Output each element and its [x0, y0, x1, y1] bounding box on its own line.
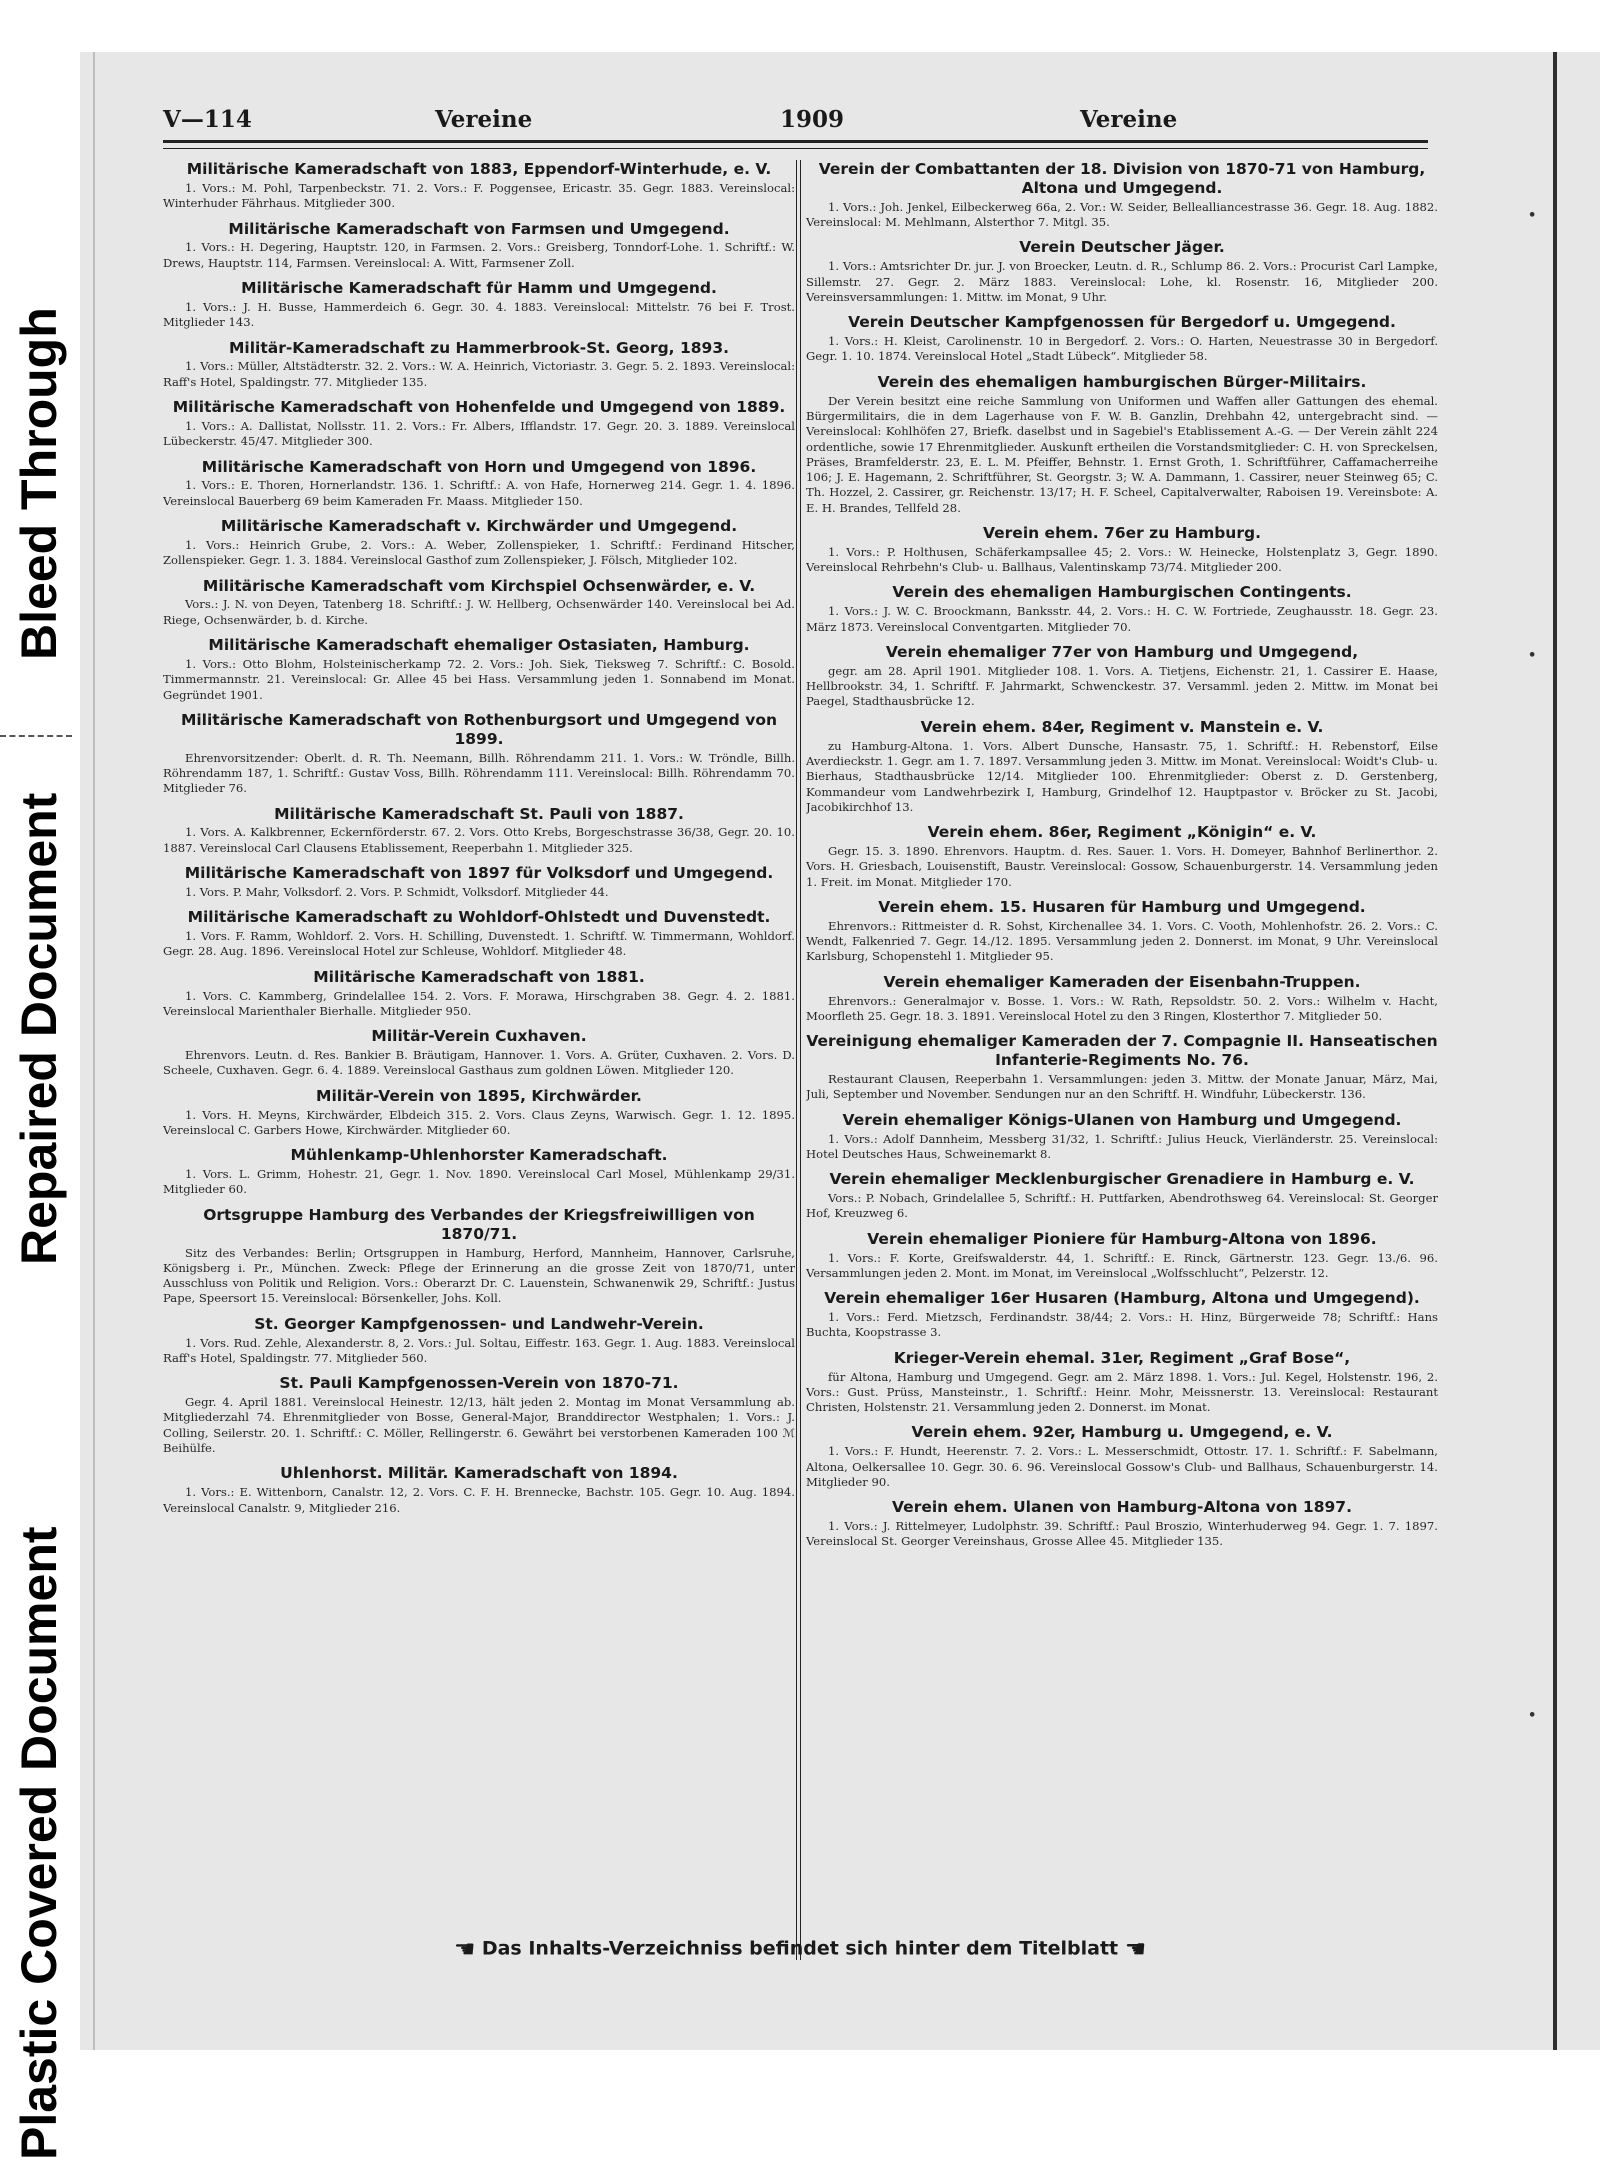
- entry-title: Militärische Kameradschaft von 1897 für Volksdorf und Umgegend.: [184, 864, 774, 882]
- entry-body: 1. Vors.: E. Wittenborn, Canalstr. 12, 2. Vors. C. F. H. Brennecke, Bachstr. 105. Gegr. 10. Aug. 1894. Vereinslocal Canalstr. 9, Mitglieder 216.: [163, 1485, 795, 1515]
- entry-title: Mühlenkamp-Uhlenhorster Kameradschaft.: [290, 1146, 668, 1165]
- entry-title: Militärische Kameradschaft von Horn und Umgegend von 1896.: [201, 457, 757, 476]
- entry-title: Ortsgruppe Hamburg des Verbandes der Kriegsfreiwilligen von 1870/71.: [203, 1205, 755, 1243]
- entry-body: 1. Vors.: Joh. Jenkel, Eilbeckerweg 66a, 2. Vor.: W. Seider, Bellealliancestrasse 36. Gegr. 18. Aug. 1882. Vereinslocal: M. Mehlmann, Alsterthor 7. Mitgl. 35.: [806, 199, 1438, 230]
- entry-title: Verein ehemaliger Mecklenburgischer Grenadiere in Hamburg e. V.: [829, 1170, 1415, 1189]
- entry-body: 1. Vors.: H. Degering, Hauptstr. 120, in Farmsen. 2. Vors.: Greisberg, Tonndorf-Lohe. 1. Schriftf.: W. Drews, Hauptstr. 114, Farmsen. Vereinslocal: A. Witt, Farmsener Zoll.: [163, 240, 795, 270]
- entry-title: Verein des ehemaligen Hamburgischen Contingents.: [892, 583, 1352, 602]
- directory-entry: [163, 1087, 795, 1139]
- entry-body: Gegr. 15. 3. 1890. Ehrenvors. Hauptm. d. Res. Sauer. 1. Vors. H. Domeyer, Bahnhof Berlinerthor. 2. Vors. H. Griesbach, Louisenstift, Baustr. Vereinslocal: Gossow, Schauenburgerstr. 14. Versammlung jeden 1. Freit. im Monat. Mitglieder 170.: [806, 844, 1438, 889]
- directory-entry: [806, 1423, 1438, 1490]
- entry-body: 1. Vors.: J. W. C. Broockmann, Banksstr. 44, 2. Vors.: H. C. W. Fortriede, Zeughausstr. 18. Gegr. 23. März 1873. Vereinslocal Conventgarten. Mitglieder 70.: [806, 604, 1438, 634]
- entry-title: Militärische Kameradschaft zu Wohldorf-Ohlstedt und Duvenstedt.: [187, 908, 771, 927]
- entry-title: Militärische Kameradschaft von Farmsen und Umgegend.: [228, 219, 730, 238]
- entry-body: Ehrenvors.: Generalmajor v. Bosse. 1. Vors.: W. Rath, Repsoldstr. 50. 2. Vors.: Wilhelm v. Hacht, Moorfleth 25. Gegr. 18. 3. 1891. Vereinslocal Hotel zu den 3 Ringen, Klosterthor 7. Mitglieder 50.: [806, 993, 1438, 1023]
- entry-title: Verein ehem. 84er, Regiment v. Manstein e. V.: [920, 717, 1324, 736]
- directory-entry: [163, 160, 795, 212]
- entry-title: Verein ehem. 86er, Regiment „Königin“ e. V.: [927, 823, 1317, 842]
- running-title-left: Vereine: [435, 106, 533, 133]
- entry-title: St. Georger Kampfgenossen- und Landwehr-Verein.: [254, 1314, 704, 1333]
- entry-body: 1. Vors. P. Mahr, Volksdorf. 2. Vors. P. Schmidt, Volksdorf. Mitglieder 44.: [185, 884, 609, 899]
- page-number: V—114: [163, 106, 252, 133]
- directory-entry: [163, 339, 795, 391]
- entry-title: Verein Deutscher Jäger.: [1019, 238, 1225, 257]
- entry-body: 1. Vors.: M. Pohl, Tarpenbeckstr. 71. 2. Vors.: F. Poggensee, Ericastr. 35. Gegr. 1883. Vereinslocal: Winterhuder Fährhaus. Mitglieder 300.: [163, 180, 795, 211]
- entry-body: 1. Vors.: J. Rittelmeyer, Ludolphstr. 39. Schriftf.: Paul Broszio, Winterhuderweg 94. Gegr. 1. 7. 1897. Vereinslocal St. Georger Vereinshaus, Grosse Allee 45. Mitglieder 135.: [806, 1519, 1438, 1549]
- header-rule: [163, 140, 1428, 149]
- directory-entry: [806, 643, 1438, 710]
- entry-body: Vors.: P. Nobach, Grindelallee 5, Schriftf.: H. Puttfarken, Abendrothsweg 64. Vereinslocal: St. Georger Hof, Kreuzweg 6.: [806, 1191, 1438, 1221]
- stamp-bleed-through: Bleed Through: [11, 307, 67, 660]
- directory-entry: [806, 160, 1438, 230]
- scan-edge-left: [93, 52, 95, 2050]
- entry-body: 1. Vors.: F. Hundt, Heerenstr. 7. 2. Vors.: L. Messerschmidt, Ottostr. 17. 1. Schriftf.: F. Sabelmann, Altona, Oelkersallee 10. Gegr. 30. 6. 96. Vereinslocal Gossow's Club- und Ballhaus, Schauenburgerstr. 14. Mitglieder 90.: [806, 1444, 1438, 1489]
- entry-title: Militärische Kameradschaft von Hohenfelde und Umgegend von 1889.: [172, 398, 786, 416]
- entry-title: Verein ehem. Ulanen von Hamburg-Altona von 1897.: [892, 1498, 1352, 1517]
- entry-title: Verein ehem. 15. Husaren für Hamburg und Umgegend.: [878, 897, 1366, 916]
- directory-entry: [163, 1146, 795, 1198]
- entry-title: Militärische Kameradschaft vom Kirchspiel Ochsenwärder, e. V.: [202, 576, 756, 595]
- directory-entry: [163, 279, 795, 331]
- directory-entry: [163, 1464, 795, 1516]
- margin-marks: [1528, 208, 1548, 1908]
- directory-entry: [806, 823, 1438, 890]
- directory-entry: [163, 458, 795, 510]
- entry-body: 1. Vors.: Ferd. Mietzsch, Ferdinandstr. 38/44; 2. Vors.: H. Hinz, Bürgerweide 78; Schriftf.: Hans Buchta, Koopstrasse 3.: [806, 1310, 1438, 1340]
- right-column: [806, 160, 1438, 1960]
- directory-entry: [163, 577, 795, 629]
- entry-body: 1. Vors. A. Kalkbrenner, Eckernförderstr. 67. 2. Vors. Otto Krebs, Borgeschstrasse 36/38, Gegr. 20. 10. 1887. Vereinslocal Carl Clausens Etablissement, Reeperbahn 1. Mitglieder 325.: [163, 825, 795, 855]
- footer-note: [390, 1935, 1210, 1971]
- directory-entry: [163, 968, 795, 1020]
- entry-title: Verein Deutscher Kampfgenossen für Bergedorf u. Umgegend.: [848, 313, 1396, 332]
- entry-body: 1. Vors.: Otto Blohm, Holsteinischerkamp 72. 2. Vors.: Joh. Siek, Tieksweg 7. Schriftf.: C. Bosold. Timmermannstr. 21. Vereinslocal: Gr. Allee 45 bei Hass. Versammlung jeden 1. Sonnabend im Monat. Gegründet 1901.: [163, 656, 795, 702]
- entry-title: Militärische Kameradschaft ehemaliger Ostasiaten, Hamburg.: [208, 636, 750, 654]
- entry-body: 1. Vors. L. Grimm, Hohestr. 21, Gegr. 1. Nov. 1890. Vereinslocal Carl Mosel, Mühlenkamp 29/31. Mitglieder 60.: [163, 1167, 795, 1197]
- entry-title: Verein ehemaliger 77er von Hamburg und Umgegend,: [885, 642, 1359, 661]
- margin-mark: •: [1528, 648, 1537, 663]
- entry-title: Verein ehemaliger Pioniere für Hamburg-Altona von 1896.: [867, 1229, 1377, 1248]
- directory-entry: [163, 805, 795, 857]
- entry-title: Militärische Kameradschaft von 1883, Eppendorf-Winterhude, e. V.: [186, 160, 772, 178]
- entry-body: 1. Vors. Rud. Zehle, Alexanderstr. 8, 2. Vors.: Jul. Soltau, Eiffestr. 163. Gegr. 1. Aug. 1883. Vereinslocal Raff's Hotel, Spaldingstr. 77. Mitglieder 560.: [163, 1335, 795, 1365]
- directory-entry: [806, 1289, 1438, 1341]
- directory-entry: [806, 718, 1438, 815]
- directory-entry: [806, 1498, 1438, 1550]
- directory-entry: [806, 1170, 1438, 1222]
- entry-title: St. Pauli Kampfgenossen-Verein von 1870-71.: [279, 1374, 679, 1393]
- scan-edge-right: [1553, 52, 1557, 2050]
- entry-title: Militärische Kameradschaft von 1881.: [313, 967, 645, 986]
- directory-entry: [806, 238, 1438, 305]
- entry-title: Uhlenhorst. Militär. Kameradschaft von 1894.: [280, 1464, 678, 1483]
- entry-body: Restaurant Clausen, Reeperbahn 1. Versammlungen: jeden 3. Mittw. der Monate Januar, März, Mai, Juli, September und November. Sendungen nur an den Schriftf. H. Windfuhr, Lübeckerstr. 136.: [806, 1072, 1438, 1102]
- directory-entry: [806, 1032, 1438, 1102]
- footer-text: Das Inhalts-Verzeichniss befindet sich hinter dem Titelblatt: [481, 1937, 1119, 1960]
- stamp-plastic-covered: Plastic Covered Document: [11, 1526, 67, 2160]
- directory-entry: [163, 1374, 795, 1456]
- margin-mark: •: [1528, 208, 1537, 223]
- entry-body: zu Hamburg-Altona. 1. Vors. Albert Dunsche, Hansastr. 75, 1. Schriftf.: H. Rebenstorf, Eilse Averdieckstr. 1. Gegr. am 1. 7. 1897. Versammlung jeden 3. Mittw. im Monat. Vereinslocal: Woidt's Club- u. Bierhaus, Stadthausbrücke 12/14. Mitglieder 100. Ehrenmitglieder: Oberst z. D. Gerstenberg, Kommandeur vom Landwehrbezirk I, Hamburg, Grindelhof 12. Hauptpastor v. Bröcker zu St. Jacobi, Jacobikirchhof 13.: [806, 738, 1438, 814]
- directory-entry: [163, 517, 795, 569]
- entry-body: 1. Vors. F. Ramm, Wohldorf. 2. Vors. H. Schilling, Duvenstedt. 1. Schriftf. W. Timmermann, Wohldorf. Gegr. 28. Aug. 1896. Vereinslocal Hotel zur Schleuse, Wohldorf. Mitglieder 48.: [163, 929, 795, 959]
- entry-body: 1. Vors. H. Meyns, Kirchwärder, Elbdeich 315. 2. Vors. Claus Zeyns, Warwisch. Gegr. 1. 12. 1895. Vereinslocal C. Garbers Howe, Kirchwärder. Mitglieder 60.: [163, 1107, 795, 1137]
- entry-body: 1. Vors.: E. Thoren, Hornerlandstr. 136. 1. Schriftf.: A. von Hafe, Hornerweg 214. Gegr. 1. 4. 1896. Vereinslocal Bauerberg 69 beim Kameraden Fr. Maass. Mitglieder 150.: [163, 478, 795, 508]
- entry-body: 1. Vors.: Amtsrichter Dr. jur. J. von Broecker, Leutn. d. R., Schlump 86. 2. Vors.: Procurist Carl Lampke, Sillemstr. 27. Gegr. 2. März 1883. Vereinslocal: Lohe, kl. Rosenstr. 16, Mitglieder 200. Vereinsversammlungen: 1. Mittw. im Monat, 9 Uhr.: [806, 259, 1438, 304]
- entry-title: Verein ehem. 76er zu Hamburg.: [983, 523, 1261, 542]
- column-divider: [796, 160, 801, 1960]
- entry-title: Verein ehemaliger Königs-Ulanen von Hamburg und Umgegend.: [842, 1110, 1402, 1129]
- directory-entry: [163, 398, 795, 450]
- entry-title: Verein ehemaliger 16er Husaren (Hamburg, Altona und Umgegend).: [824, 1289, 1420, 1308]
- entry-title: Verein ehemaliger Kameraden der Eisenbahn-Truppen.: [883, 972, 1361, 991]
- directory-entry: [806, 898, 1438, 965]
- entry-title: Militär-Kameradschaft zu Hammerbrook-St. Georg, 1893.: [228, 338, 729, 357]
- entry-title: Vereinigung ehemaliger Kameraden der 7. Compagnie II. Hanseatischen Infanterie-Regiments No. 76.: [806, 1032, 1438, 1070]
- entry-body: 1. Vors.: F. Korte, Greifswalderstr. 44, 1. Schriftf.: E. Rinck, Gärtnerstr. 123. Gegr. 13./6. 96. Versammlungen jeden 2. Mont. im Monat, im Vereinslocal „Wolfsschlucht“, Pelzerstr. 12.: [806, 1250, 1438, 1280]
- entry-title: Militärische Kameradschaft St. Pauli von 1887.: [274, 804, 684, 823]
- directory-entry: [163, 1315, 795, 1367]
- directory-entry: [163, 636, 795, 703]
- directory-entry: [806, 1349, 1438, 1416]
- entry-title: Krieger-Verein ehemal. 31er, Regiment „Graf Bose“,: [893, 1348, 1351, 1367]
- entry-body: 1. Vors.: P. Holthusen, Schäferkampsallee 45; 2. Vors.: W. Heinecke, Holstenplatz 3, Gegr. 1890. Vereinslocal Rehrbehn's Club- u. Ballhaus, Valentinskamp 73/74. Mitglieder 200.: [806, 544, 1438, 575]
- entry-body: gegr. am 28. April 1901. Mitglieder 108. 1. Vors. A. Tietjens, Eichenstr. 21, 1. Cassirer E. Haase, Hellbrookstr. 34, 1. Schriftf. F. Jahrmarkt, Schwenckestr. 37. Versamml. jeden 2. Mittw. im Monat bei Paegel, Stadthausbrücke 12.: [806, 663, 1438, 709]
- directory-entry: [806, 1230, 1438, 1282]
- entry-body: 1. Vors. C. Kammberg, Grindelallee 154. 2. Vors. F. Morawa, Hirschgraben 38. Gegr. 4. 2. 1881. Vereinslocal Marienthaler Bierhalle. Mitglieder 950.: [163, 988, 795, 1018]
- entry-body: 1. Vors.: Heinrich Grube, 2. Vors.: A. Weber, Zollenspieker, 1. Schriftf.: Ferdinand Hitscher, Zollenspieker. Gegr. 1. 3. 1884. Vereinslocal Gasthof zum Zollenspieker, J. Fölsch, Mitglieder 102.: [163, 537, 795, 568]
- directory-entry: [163, 1206, 795, 1307]
- directory-entry: [806, 583, 1438, 635]
- directory-entry: [806, 1111, 1438, 1163]
- entry-title: Militär-Verein von 1895, Kirchwärder.: [316, 1086, 642, 1105]
- directory-entry: [806, 524, 1438, 576]
- directory-entry: [163, 711, 795, 797]
- margin-mark: •: [1528, 1708, 1537, 1723]
- left-column: [163, 160, 795, 1960]
- directory-entry: [163, 908, 795, 960]
- directory-entry: [163, 220, 795, 272]
- pointing-hand-left-icon: ☚: [1124, 1935, 1147, 1963]
- entry-title: Militärische Kameradschaft von Rothenburgsort und Umgegend von 1899.: [180, 710, 778, 748]
- directory-entry: [163, 1027, 795, 1079]
- entry-body: Ehrenvors.: Rittmeister d. R. Sohst, Kirchenallee 34. 1. Vors. C. Vooth, Mohlenhofstr. 26. 2. Vors.: C. Wendt, Falkenried 7. Gegr. 14./12. 1895. Versammlung jeden 2. Donnerst. im Monat, 9 Uhr. Vereinslocal Karlsburg, Schopenstehl 1. Mitglieder 95.: [806, 918, 1438, 964]
- entry-body: 1. Vors.: H. Kleist, Carolinenstr. 10 in Bergedorf. 2. Vors.: O. Harten, Neuestrasse 30 in Bergedorf. Gegr. 1. 10. 1874. Vereinslocal Hotel „Stadt Lübeck“. Mitglieder 58.: [806, 334, 1438, 364]
- entry-body: 1. Vors.: A. Dallistat, Nollsstr. 11. 2. Vors.: Fr. Albers, Ifflandstr. 17. Gegr. 20. 3. 1889. Vereinslocal Lübeckerstr. 45/47. Mitglieder 300.: [163, 418, 795, 449]
- pointing-hand-right-icon: ☛: [453, 1935, 476, 1963]
- entry-body: für Altona, Hamburg und Umgegend. Gegr. am 2. März 1898. 1. Vors.: Jul. Kegel, Holstenstr. 196, 2. Vors.: Gust. Prüss, Mansteinstr., 1. Schriftf.: Heinr. Mohr, Meissnerstr. 13. Vereinslocal: Restaurant Christen, Holstenstr. 21. Versammlung jeden 2. Donnerst. im Monat.: [806, 1369, 1438, 1415]
- directory-entry: [806, 973, 1438, 1025]
- entry-title: Militärische Kameradschaft für Hamm und Umgegend.: [241, 279, 717, 297]
- directory-entry: [806, 373, 1438, 516]
- entry-body: 1. Vors.: Müller, Altstädterstr. 32. 2. Vors.: W. A. Heinrich, Victoriastr. 3. Gegr. 5. 2. 1893. Vereinslocal: Raff's Hotel, Spaldingstr. 77. Mitglieder 135.: [163, 359, 795, 389]
- entry-title: Verein des ehemaligen hamburgischen Bürger-Militairs.: [877, 372, 1367, 391]
- directory-entry: [806, 313, 1438, 365]
- entry-title: Militärische Kameradschaft v. Kirchwärder und Umgegend.: [220, 517, 738, 535]
- entry-body: Ehrenvorsitzender: Oberlt. d. R. Th. Neemann, Billh. Röhrendamm 211. 1. Vors.: W. Tröndle, Billh. Röhrendamm 187, 1. Schriftf.: Gustav Voss, Billh. Röhrendamm 111. Vereinslocal: Billh. Röhrendamm 70. Mitglieder 76.: [163, 750, 795, 796]
- entry-title: Militär-Verein Cuxhaven.: [371, 1027, 587, 1046]
- entry-body: Gegr. 4. April 1881. Vereinslocal Heinestr. 12/13, hält jeden 2. Montag im Monat Versammlung ab. Mitgliederzahl 74. Ehrenmitglieder von Bosse, General-Major, Branddirector Westphalen; 1. Vors.: J. Colling, Seilerstr. 20. 1. Schriftf.: C. Möller, Rellingerstr. 6. Gewährt bei verstorbenen Kameraden 100 ℳ Beihülfe.: [163, 1395, 795, 1455]
- entry-body: 1. Vors.: J. H. Busse, Hammerdeich 6. Gegr. 30. 4. 1883. Vereinslocal: Mittelstr. 76 bei F. Trost. Mitglieder 143.: [163, 299, 795, 330]
- entry-body: 1. Vors.: Adolf Dannheim, Messberg 31/32, 1. Schriftf.: Julius Heuck, Vierländerstr. 25. Vereinslocal: Hotel Deutsches Haus, Schweinemarkt 8.: [806, 1131, 1438, 1161]
- archival-side-stamp: [0, 0, 72, 2177]
- entry-body: Ehrenvors. Leutn. d. Res. Bankier B. Bräutigam, Hannover. 1. Vors. A. Grüter, Cuxhaven. 2. Vors. D. Scheele, Cuxhaven. Gegr. 6. 4. 1889. Vereinslocal Gasthaus zum goldnen Löwen. Mitglieder 120.: [163, 1048, 795, 1078]
- entry-body: Sitz des Verbandes: Berlin; Ortsgruppen in Hamburg, Herford, Mannheim, Hannover, Carlsruhe, Königsberg i. Pr., München. Zweck: Pflege der Erinnerung an die grosse Zeit von 1870/71, unter Ausschluss von Politik und Religion. Vors.: Oberarzt Dr. C. Lauenstein, Schwanenwik 29, Schriftf.: Justus Pape, Speersort 15. Vereinslocal: Börsenkeller, Johs. Koll.: [163, 1245, 795, 1306]
- entry-title: Verein der Combattanten der 18. Division von 1870-71 von Hamburg, Altona und Umgegend.: [818, 160, 1426, 197]
- stamp-divider: [0, 735, 72, 737]
- directory-entry: [163, 864, 795, 900]
- stamp-repaired-document: Repaired Document: [11, 792, 67, 1265]
- entry-body: Der Verein besitzt eine reiche Sammlung von Uniformen und Waffen aller Gattungen des ehemal. Bürgermilitairs, die in dem Lagerhause von F. W. B. Ganzlin, Drehbahn 42, untergebracht sind. — Vereinslocal: Kohlhöfen 27, Briefk. daselbst und in Sagebiel's Etablissement A.-G. — Der Verein zählt 224 ordentliche, sowie 17 Ehrenmitglieder. Auskunft ertheilen die Vorstandsmitglieder: C. H. von Spreckelsen, Präses, Bramfelderstr. 23, E. L. M. Pfeiffer, Behnstr. 1. Ernst Groth, 1. Schriftführer, Caffamacherreihe 106; J. E. Hagemann, 2. Schriftführer, St. Georgstr. 3; W. A. Dammann, 1. Cassirer, neuer Steinweg 65; C. Th. Hozzel, 2. Cassirer, gr. Reichenstr. 13/17; H. F. Scheel, Capitalverwalter, Raboisen 19. Vereinsbote: A. E. H. Brandes, Tellfeld 28.: [806, 393, 1438, 515]
- entry-title: Verein ehem. 92er, Hamburg u. Umgegend, e. V.: [911, 1423, 1333, 1442]
- page-header: [163, 106, 1428, 140]
- entry-body: Vors.: J. N. von Deyen, Tatenberg 18. Schriftf.: J. W. Hellberg, Ochsenwärder 140. Vereinslocal bei Ad. Riege, Ochsenwärder, b. d. Kirche.: [163, 597, 795, 627]
- running-title-right: Vereine: [1080, 106, 1178, 133]
- header-year: 1909: [780, 106, 845, 133]
